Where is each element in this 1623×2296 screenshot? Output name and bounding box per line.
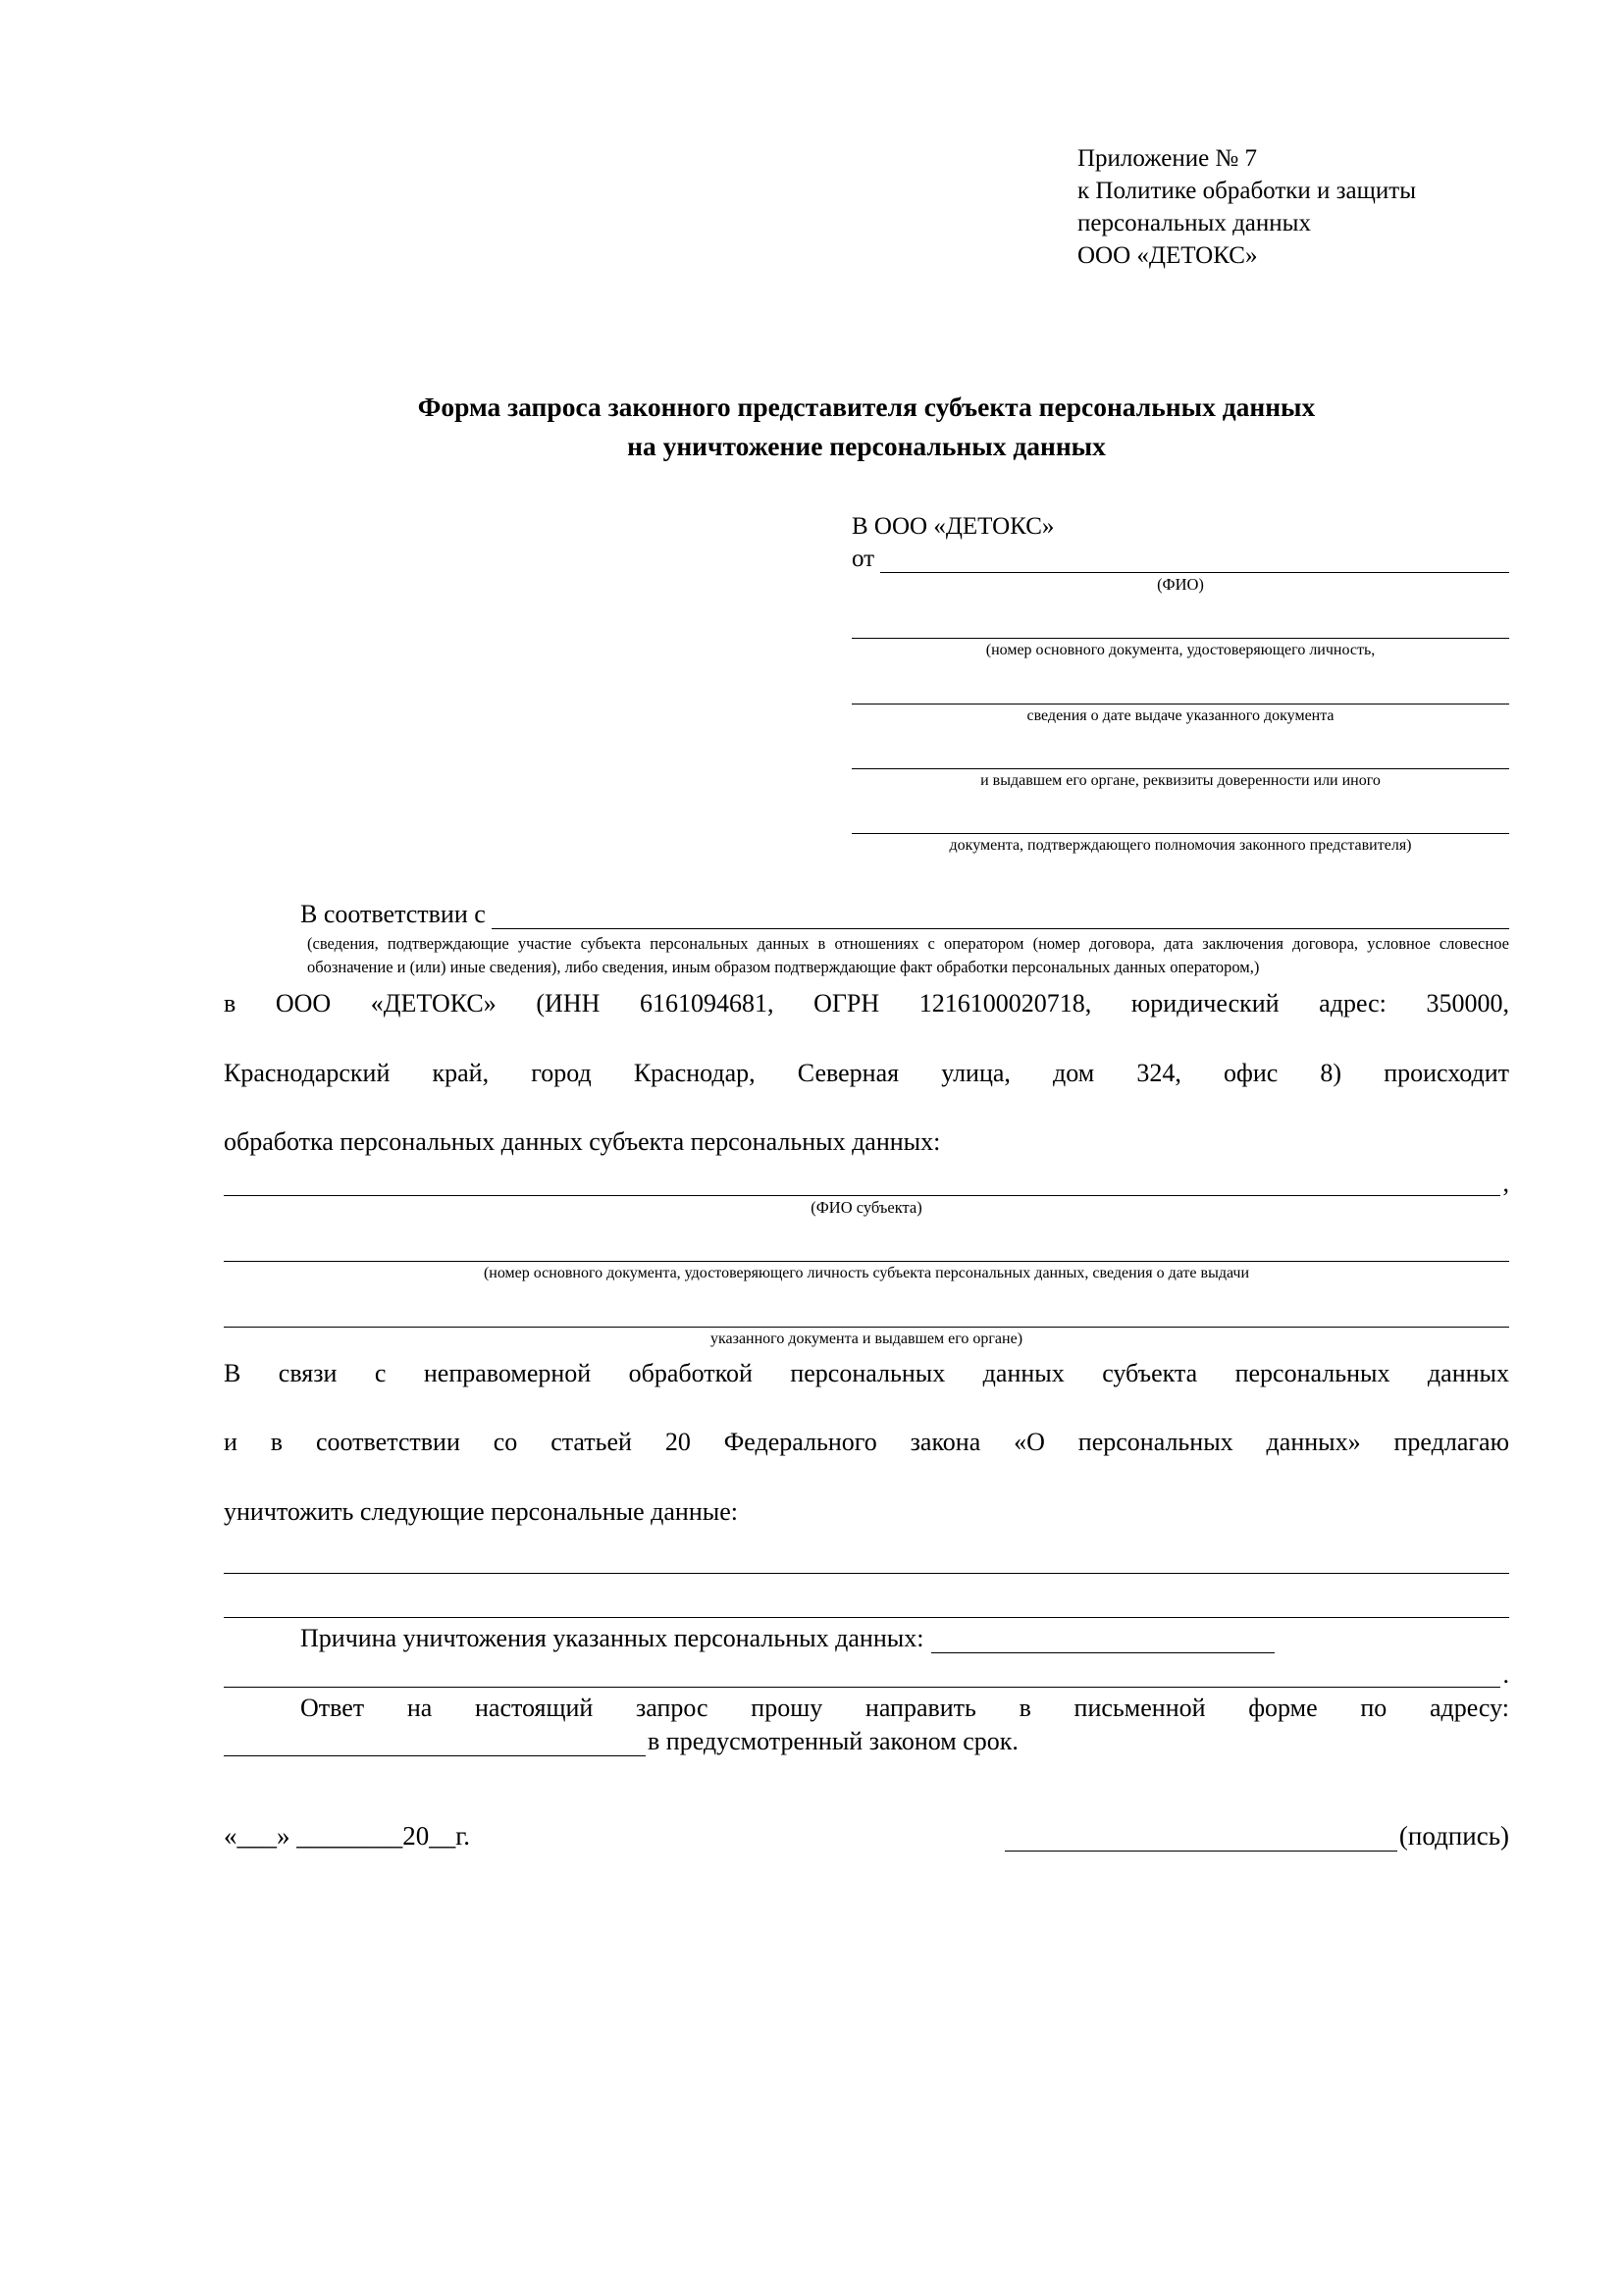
caption-doc-number: (номер основного документа, удостоверяющего личность, [985,642,1376,659]
signature-label: (подпись) [1398,1820,1509,1851]
caption-doc-power: документа, подтверждающего полномочия законного представителя) [949,836,1412,854]
answer-address-row [224,1727,1509,1756]
signature-row [224,1821,1509,1852]
caption-subject-doc: (номер основного документа, удостоверяющего личность субъекта персональных данных, сведения о дате выдачи [483,1265,1250,1282]
addressee-block [852,513,1509,855]
caption-doc-date: сведения о дате выдаче указанного документа [1026,706,1335,724]
accordance-caption: (сведения, подтверждающие участие субъекта персональных данных в отношениях с оператором (номер договора, дата заключения договора, условное словесное обозначение и (или) иные сведения), либо сведения, иным образом подтверждающие факт обработки персональных данных оператором,) [307,934,1509,976]
claim-paragraph-line1: В связи с неправомерной обработкой персональных данных субъекта персональных данных [224,1358,1509,1387]
reason-row [224,1624,1509,1653]
caption-fio: (ФИО) [1157,574,1204,594]
subject-fio-row [224,1170,1509,1196]
page-title [224,388,1509,466]
doc-organ-input-line[interactable] [852,739,1509,769]
answer-address-input-line[interactable] [224,1732,646,1756]
signature-input-line[interactable] [1005,1827,1397,1852]
addressee-to: В ООО «ДЕТОКС» [852,512,1055,540]
caption-doc-organ: и выдавшем его органе, реквизиты доверенности или иного [980,771,1381,789]
document-content [224,142,1509,1852]
reason-label: Причина уничтожения указанных персональных данных: [300,1623,924,1652]
addressee-from-row [852,546,1509,573]
caption-subject-doc-2: указанного документа и выдавшем его органе) [709,1330,1023,1347]
claim-paragraph [224,1356,1509,1530]
answer-address-tail: в предусмотренный законом срок. [648,1726,1019,1755]
doc-date-input-line[interactable] [852,674,1509,704]
appendix-policy-line2: персональных данных [1077,210,1311,236]
organization-paragraph-line1: в ООО «ДЕТОКС» (ИНН 6161094681, ОГРН 1216100020718, юридический адрес: 350000, [224,988,1509,1018]
addressee-from-label: от [852,545,875,572]
data-to-destroy-line-2[interactable] [224,1588,1509,1618]
page-title-line1: Форма запроса законного представителя субъекта персональных данных [417,391,1316,422]
page-title-line2: на уничтожение персональных данных [627,430,1106,461]
accordance-row [224,900,1509,929]
subject-fio-input-line[interactable] [224,1170,1500,1196]
fio-input-line[interactable] [880,550,1509,573]
accordance-input-line[interactable] [492,907,1509,929]
doc-power-input-line[interactable] [852,804,1509,834]
doc-number-input-line[interactable] [852,608,1509,639]
subject-doc-input-line-2[interactable] [224,1297,1509,1328]
organization-paragraph-line3: обработка персональных данных субъекта персональных данных: [224,1127,941,1157]
organization-paragraph [224,986,1509,1160]
claim-paragraph-line2: и в соответствии со статьей 20 Федерального закона «О персональных данных» предлагаю [224,1428,1509,1457]
answer-paragraph: Ответ на настоящий запрос прошу направить в письменной форме по адресу: [300,1693,1509,1722]
appendix-header [1077,142,1509,272]
subject-doc-input-line[interactable] [224,1231,1509,1262]
accordance-label: В соответствии с [300,900,486,929]
caption-subject-fio: (ФИО субъекта) [811,1197,922,1217]
reason-input-line-2[interactable] [224,1661,1500,1688]
reason-input-line[interactable] [931,1629,1275,1653]
subject-fio-comma: , [1502,1168,1509,1197]
reason-continuation-row [224,1661,1509,1688]
appendix-company: ООО «ДЕТОКС» [1077,242,1258,269]
organization-paragraph-line2: Краснодарский край, город Краснодар, Северная улица, дом 324, офис 8) происходит [224,1058,1509,1087]
signature-date[interactable]: «___» ________20__г. [224,1820,471,1851]
claim-paragraph-line3: уничтожить следующие персональные данные: [224,1497,738,1527]
appendix-number: Приложение № 7 [1077,145,1258,172]
reason-period: . [1502,1659,1509,1689]
appendix-policy-line1: к Политике обработки и защиты [1077,178,1417,204]
data-to-destroy-line-1[interactable] [224,1543,1509,1574]
